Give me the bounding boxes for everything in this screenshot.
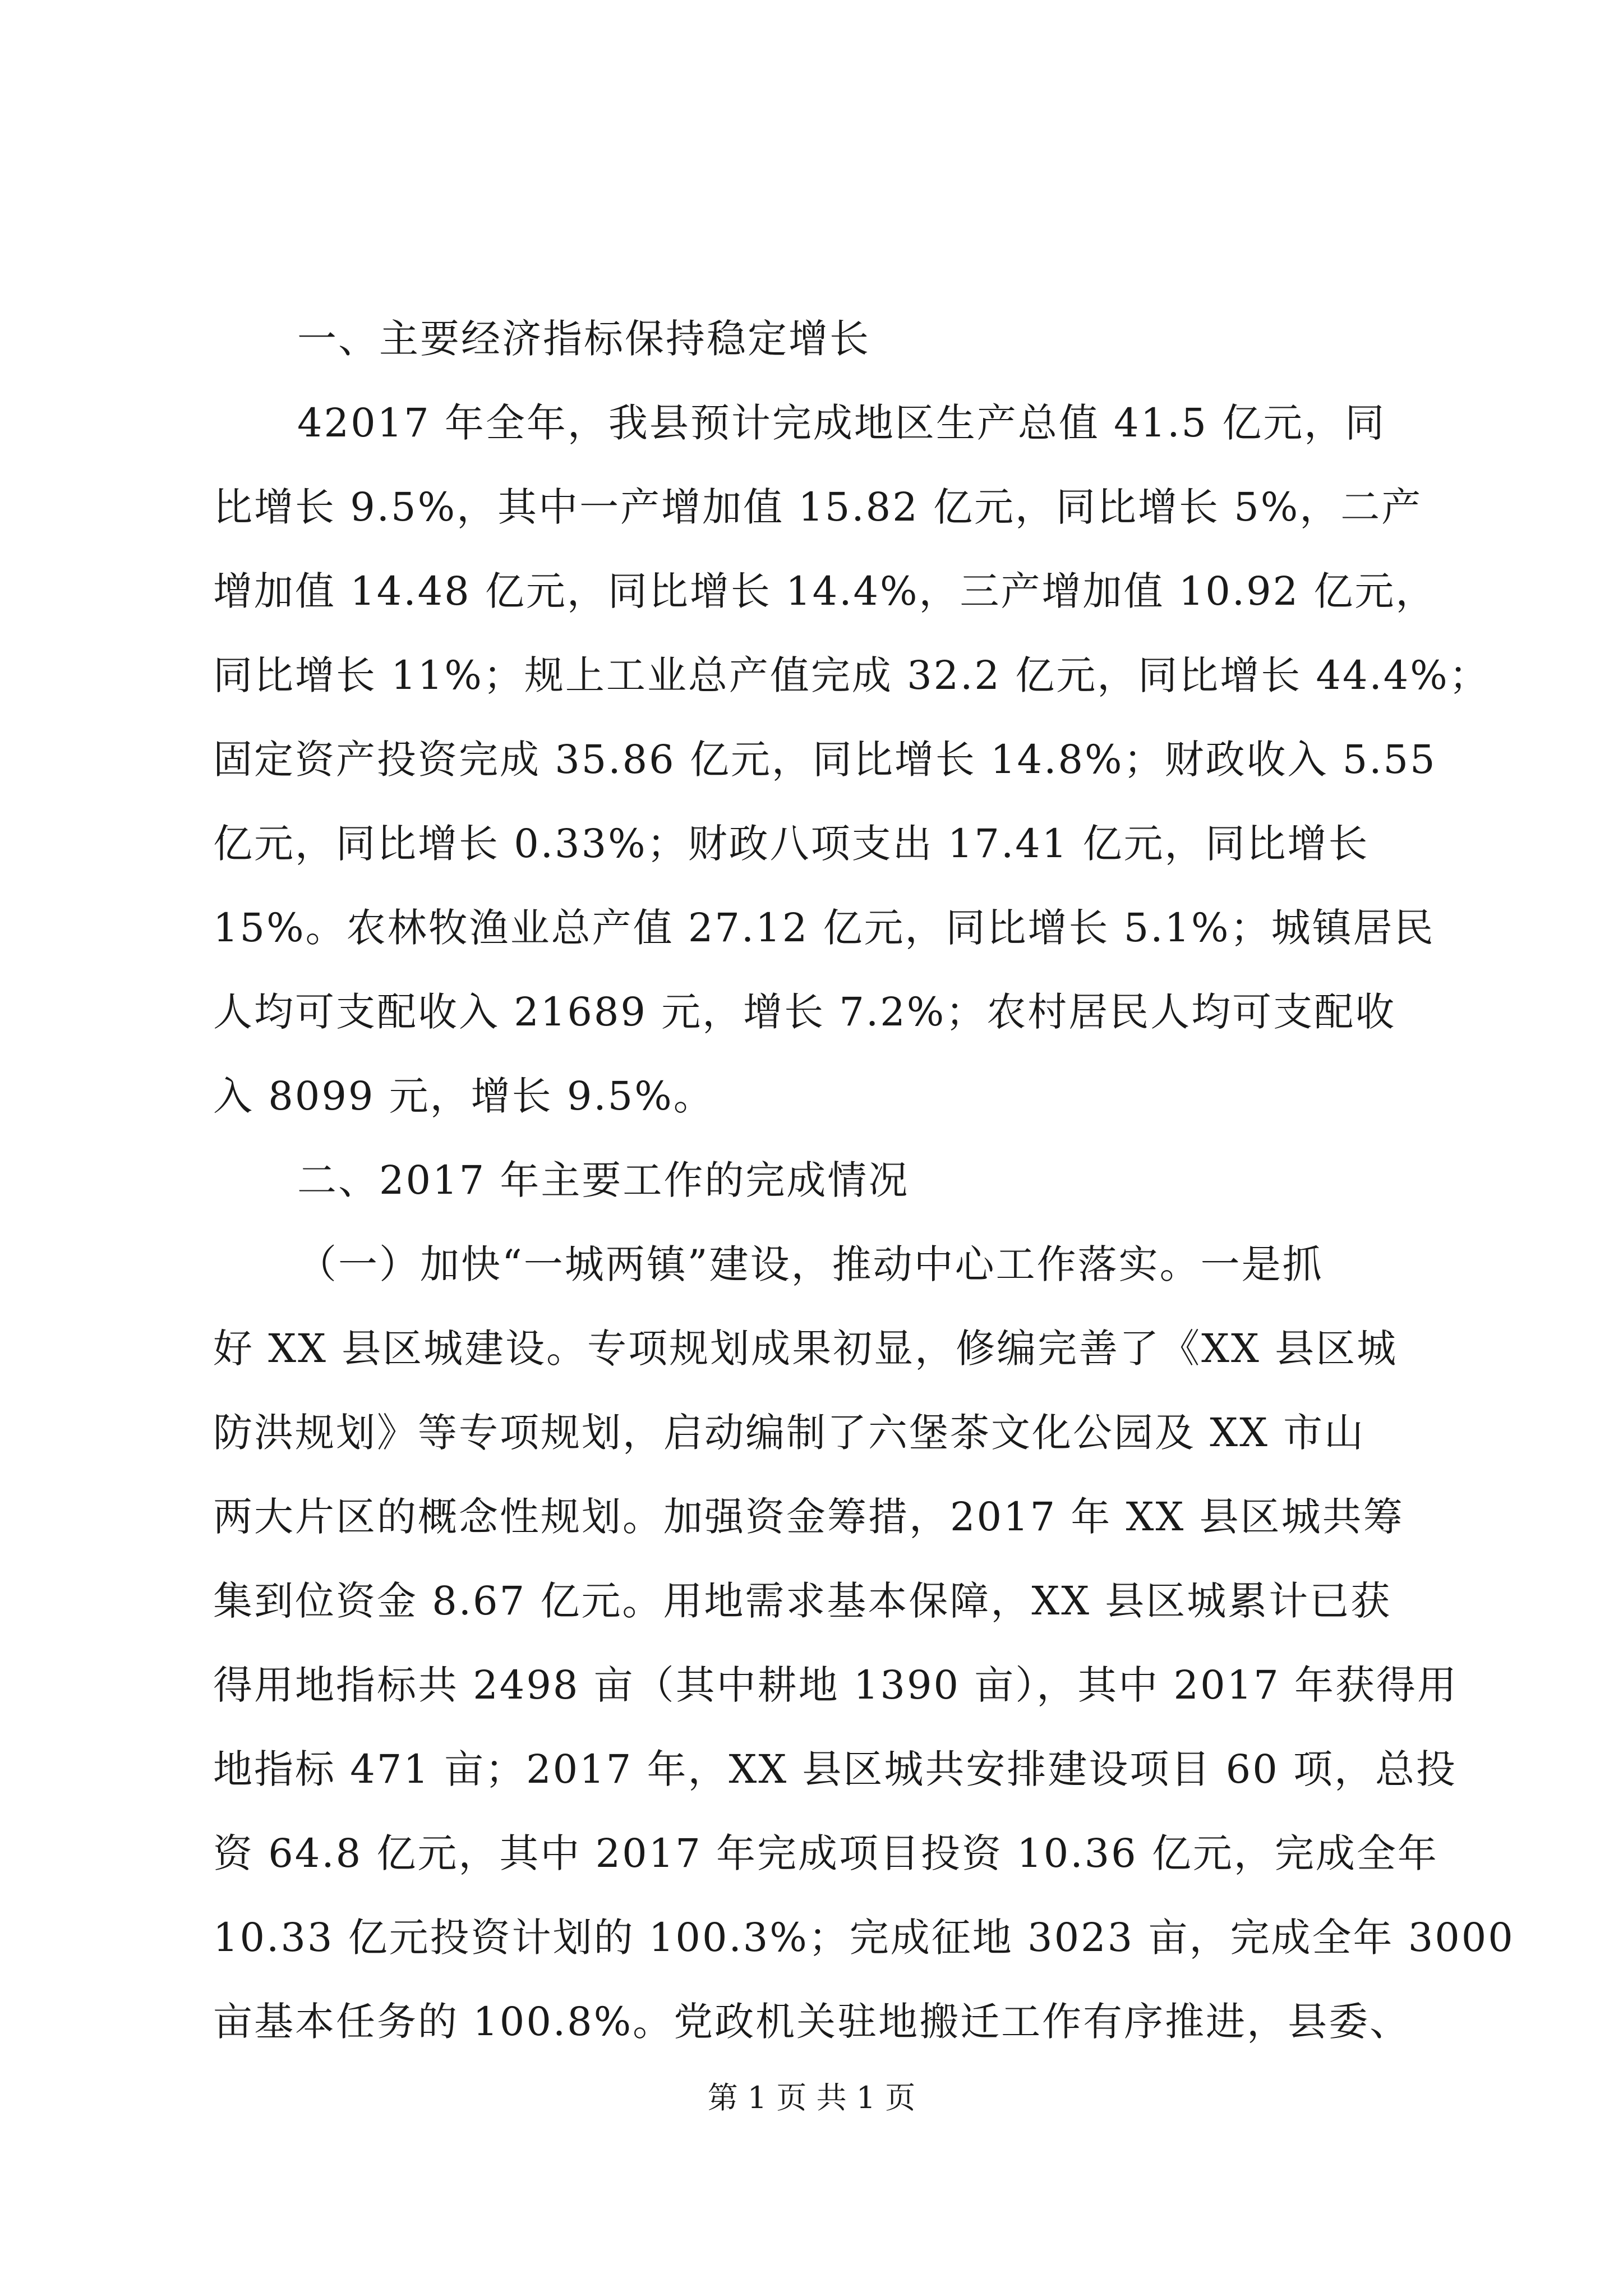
body-line-8: 人均可支配收入 21689 元，增长 7.2%；农村居民人均可支配收 <box>213 989 1396 1035</box>
body-line-18: 资 64.8 亿元，其中 2017 年完成项目投资 10.36 亿元，完成全年 <box>213 1830 1438 1876</box>
body-line-13: 防洪规划》等专项规划，启动编制了六堡茶文化公园及 XX 市山 <box>213 1410 1366 1456</box>
body-line-14: 两大片区的概念性规划。加强资金筹措，2017 年 XX 县区城共筹 <box>213 1494 1404 1540</box>
body-line-6: 亿元，同比增长 0.33%；财政八项支出 17.41 亿元，同比增长 <box>213 821 1370 867</box>
body-line-9: 入 8099 元，增长 9.5%。 <box>213 1073 714 1119</box>
body-line-3: 增加值 14.48 亿元，同比增长 14.4%，三产增加值 10.92 亿元， <box>213 568 1437 614</box>
body-line-17: 地指标 471 亩；2017 年，XX 县区城共安排建设项目 60 项，总投 <box>213 1746 1457 1792</box>
section-heading-1: 一、主要经济指标保持稳定增长 <box>297 316 870 362</box>
body-line-19: 10.33 亿元投资计划的 100.3%；完成征地 3023 亩，完成全年 3000 <box>213 1915 1515 1961</box>
page-footer: 第 1 页 共 1 页 <box>707 2080 916 2115</box>
body-line-11: （一）加快“一城两镇”建设，推动中心工作落实。一是抓 <box>297 1241 1324 1287</box>
body-line-5: 固定资产投资完成 35.86 亿元，同比增长 14.8%；财政收入 5.55 <box>213 737 1437 783</box>
body-line-7: 15%。农林牧渔业总产值 27.12 亿元，同比增长 5.1%；城镇居民 <box>213 905 1435 951</box>
body-line-4: 同比增长 11%；规上工业总产值完成 32.2 亿元，同比增长 44.4%； <box>213 652 1490 698</box>
body-line-20: 亩基本任务的 100.8%。党政机关驻地搬迁工作有序推进，县委、 <box>213 1999 1411 2045</box>
body-line-2: 比增长 9.5%，其中一产增加值 15.82 亿元，同比增长 5%，二产 <box>213 484 1423 530</box>
body-line-15: 集到位资金 8.67 亿元。用地需求基本保障，XX 县区城累计已获 <box>213 1578 1392 1624</box>
body-line-1: 42017 年全年，我县预计完成地区生产总值 41.5 亿元，同 <box>297 400 1386 446</box>
body-line-12: 好 XX 县区城建设。专项规划成果初显，修编完善了《XX 县区城 <box>213 1326 1398 1372</box>
section-heading-2: 二、2017 年主要工作的完成情况 <box>297 1157 910 1203</box>
body-line-16: 得用地指标共 2498 亩（其中耕地 1390 亩），其中 2017 年获得用 <box>213 1662 1458 1708</box>
